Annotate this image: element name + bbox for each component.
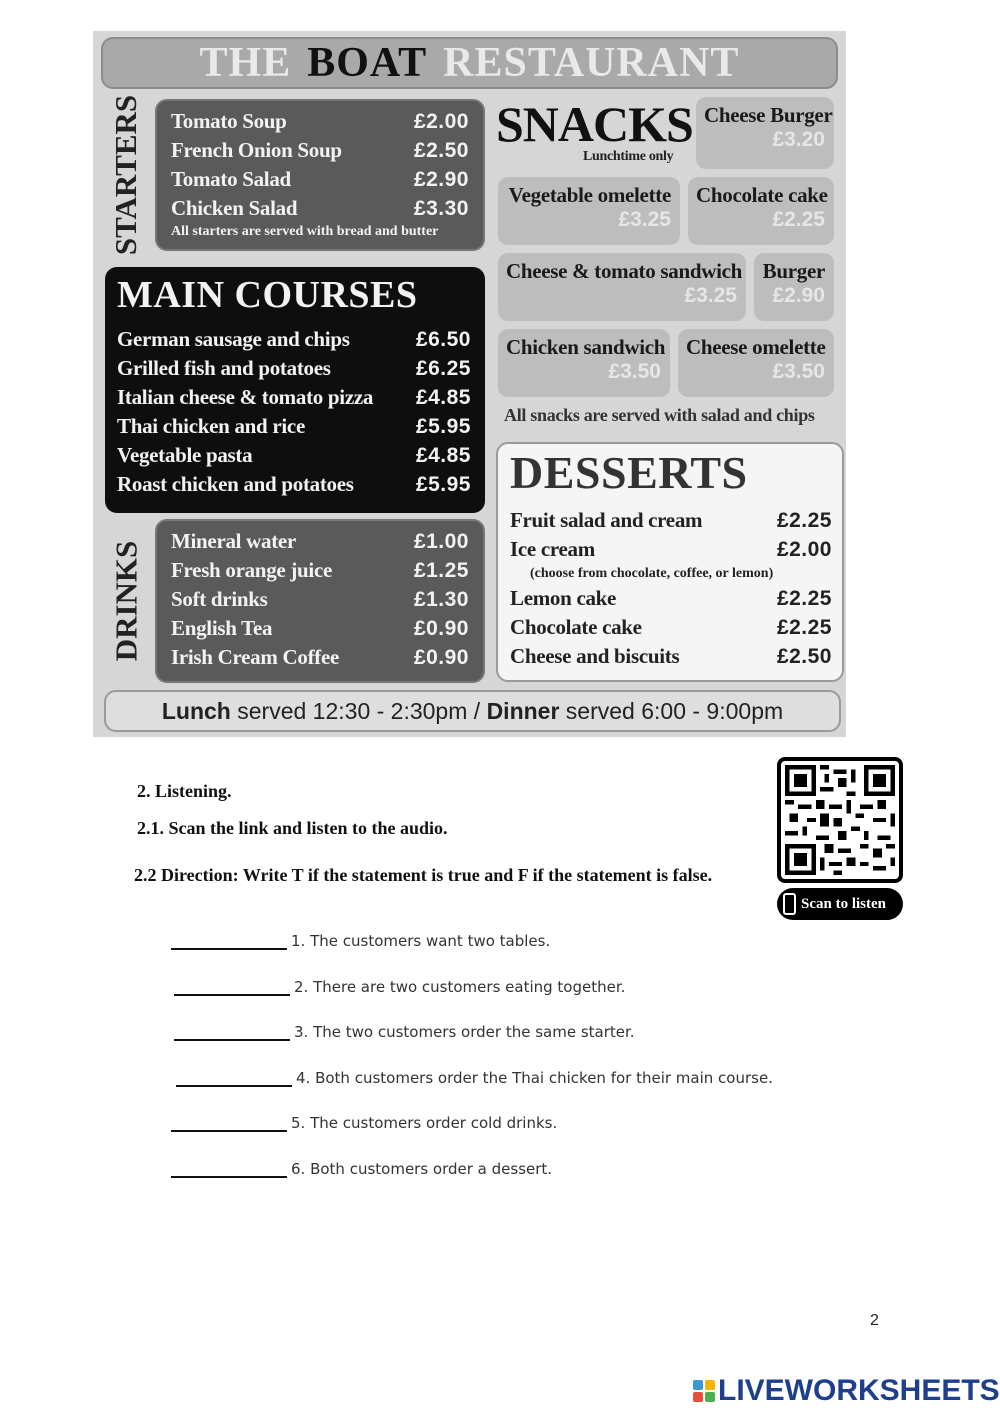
restaurant-menu xyxy=(93,31,846,737)
ice-cream-note: (choose from chocolate, coffee, or lemon) xyxy=(530,566,774,581)
statement-row: 4. Both customers order the Thai chicken for their main course. xyxy=(176,1069,773,1087)
qr-code[interactable] xyxy=(777,757,903,883)
liveworksheets-logo xyxy=(693,1376,1000,1406)
desserts-panel xyxy=(496,442,844,682)
menu-item: Mineral water £1.00 xyxy=(171,529,469,553)
qr-code-icon xyxy=(785,765,895,875)
menu-item: Lemon cake £2.25 xyxy=(510,586,832,610)
snack-item: Burger £2.90 xyxy=(754,253,834,321)
listening-step-1: 2.1. Scan the link and listen to the audio. xyxy=(137,818,448,838)
menu-item: Thai chicken and rice £5.95 xyxy=(117,414,471,438)
brand-name: LIVEWORKSHEETS xyxy=(718,1374,1000,1407)
menu-item: Ice cream £2.00 xyxy=(510,537,832,561)
snacks-note: All snacks are served with salad and chips xyxy=(504,405,815,425)
brand-logo-icon xyxy=(693,1380,715,1402)
snacks-title: SNACKS xyxy=(496,96,693,152)
menu-item: Irish Cream Coffee £0.90 xyxy=(171,645,469,669)
snack-item: Cheese omelette £3.50 xyxy=(678,329,834,397)
opening-hours: Lunch served 12:30 - 2:30pm / Dinner served 6:00 - 9:00pm xyxy=(104,690,841,732)
title-the: THE xyxy=(199,40,292,86)
statement-row: 1. The customers want two tables. xyxy=(171,932,550,950)
menu-item: Chocolate cake £2.25 xyxy=(510,615,832,639)
menu-item: Grilled fish and potatoes £6.25 xyxy=(117,356,471,380)
answer-blank[interactable] xyxy=(171,1160,287,1178)
statement-row: 2. There are two customers eating together. xyxy=(174,978,625,996)
starters-panel xyxy=(155,99,485,251)
starters-note: All starters are served with bread and butter xyxy=(171,224,439,239)
statement-row: 5. The customers order cold drinks. xyxy=(171,1114,557,1132)
main-courses-title: MAIN COURSES xyxy=(117,274,418,316)
menu-item: English Tea £0.90 xyxy=(171,616,469,640)
main-courses-panel xyxy=(105,267,485,513)
menu-item: Italian cheese & tomato pizza £4.85 xyxy=(117,385,471,409)
title-boat: BOAT xyxy=(307,40,428,86)
scan-to-listen-label: Scan to listen xyxy=(801,895,887,912)
menu-item: French Onion Soup £2.50 xyxy=(171,138,469,162)
snack-item: Chicken sandwich £3.50 xyxy=(498,329,670,397)
menu-item: Fruit salad and cream £2.25 xyxy=(510,508,832,532)
snack-item: Cheese Burger £3.20 xyxy=(696,97,834,169)
answer-blank[interactable] xyxy=(174,1023,290,1041)
snacks-sublabel: Lunchtime only xyxy=(583,149,674,164)
scan-to-listen-button[interactable] xyxy=(777,888,903,920)
menu-item: Tomato Soup £2.00 xyxy=(171,109,469,133)
answer-blank[interactable] xyxy=(176,1069,292,1087)
menu-item: Fresh orange juice £1.25 xyxy=(171,558,469,582)
title-restaurant: RESTAURANT xyxy=(443,40,740,86)
snack-item: Cheese & tomato sandwich £3.25 xyxy=(498,253,746,321)
listening-heading: 2. Listening. xyxy=(137,781,232,801)
drinks-label: DRINKS xyxy=(108,540,143,662)
starters-label: STARTERS xyxy=(108,94,144,256)
statement-row: 3. The two customers order the same starter. xyxy=(174,1023,635,1041)
answer-blank[interactable] xyxy=(174,978,290,996)
snack-item: Vegetable omelette £3.25 xyxy=(498,177,680,245)
answer-blank[interactable] xyxy=(171,1114,287,1132)
phone-icon xyxy=(783,893,796,915)
menu-item: Chicken Salad £3.30 xyxy=(171,196,469,220)
answer-blank[interactable] xyxy=(171,932,287,950)
menu-item: Roast chicken and potatoes £5.95 xyxy=(117,472,471,496)
menu-item: German sausage and chips £6.50 xyxy=(117,327,471,351)
menu-item: Cheese and biscuits £2.50 xyxy=(510,644,832,668)
page-number: 2 xyxy=(870,1312,879,1329)
drinks-panel xyxy=(155,519,485,683)
menu-item: Vegetable pasta £4.85 xyxy=(117,443,471,467)
menu-item: Tomato Salad £2.90 xyxy=(171,167,469,191)
menu-item: Soft drinks £1.30 xyxy=(171,587,469,611)
listening-directions: 2.2 Direction: Write T if the statement is true and F if the statement is false. xyxy=(134,865,713,885)
statement-row: 6. Both customers order a dessert. xyxy=(171,1160,552,1178)
menu-title-banner xyxy=(101,37,838,89)
desserts-title: DESSERTS xyxy=(510,447,748,498)
snack-item: Chocolate cake £2.25 xyxy=(688,177,834,245)
